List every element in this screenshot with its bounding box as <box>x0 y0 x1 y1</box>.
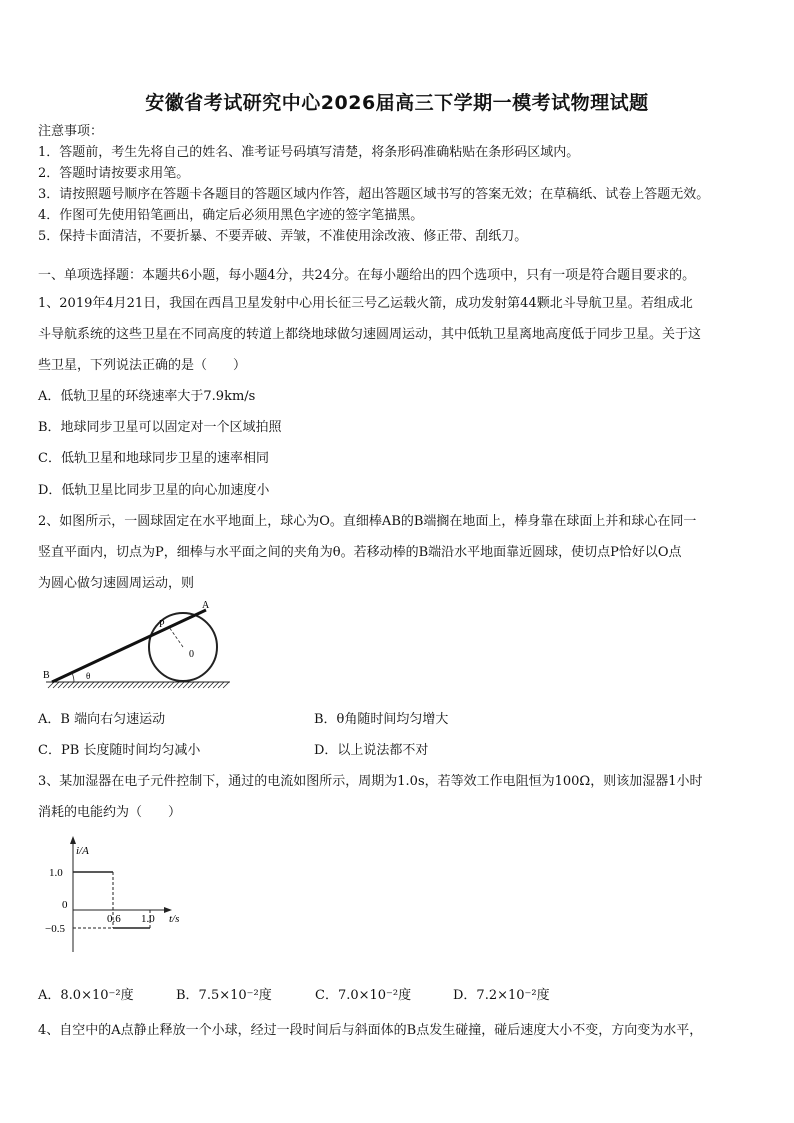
option-d: D．低轨卫星比同步卫星的向心加速度小 <box>38 483 270 498</box>
label-b: B <box>43 670 50 681</box>
question-text: 4、自空中的A点静止释放一个小球，经过一段时间后与斜面体的B点发生碰撞，碰后速度大小不变，方向变为水平， <box>38 1023 703 1038</box>
option-c: C．PB 长度随时间均匀减小 <box>38 743 201 758</box>
notice-item: 4．作图可先使用铅笔画出，确定后必须用黑色字迹的签字笔描黑。 <box>38 208 424 223</box>
option-b: B．θ角随时间均匀增大 <box>314 712 449 727</box>
question-text: 斗导航系统的这些卫星在不同高度的转道上都绕地球做匀速圆周运动，其中低轨卫星离地高度低于同步卫星。关于这 <box>38 327 702 342</box>
ground-hatch <box>48 682 229 688</box>
notice-item: 1．答题前，考生先将自己的姓名、准考证号码填写清楚，将条形码准确粘贴在条形码区域内。 <box>38 145 580 160</box>
option-a: A．B 端向右匀速运动 <box>38 712 166 727</box>
option-d: D．以上说法都不对 <box>314 743 429 758</box>
y-axis-arrow <box>70 836 76 844</box>
sphere-rod-figure <box>38 596 238 696</box>
option-b: B．7.5×10⁻²度 <box>176 988 272 1003</box>
tick-label: 1.0 <box>49 867 63 879</box>
page-title: 安徽省考试研究中心2026届高三下学期一模考试物理试题 <box>145 92 649 114</box>
label-theta: θ <box>86 671 91 681</box>
question-text: 为圆心做匀速圆周运动，则 <box>38 576 195 591</box>
tick-label: 1.0 <box>141 913 155 925</box>
tick-label: 0 <box>62 899 68 911</box>
option-c: C．7.0×10⁻²度 <box>315 988 412 1003</box>
angle-arc <box>72 673 74 682</box>
question-text: 竖直平面内，切点为P，细棒与水平面之间的夹角为θ。若移动棒的B端沿水平地面靠近圆球，使切点P恰好以O点 <box>38 545 682 560</box>
y-axis-label: i/A <box>76 845 89 857</box>
question-text: 些卫星，下列说法正确的是（ ） <box>38 358 247 373</box>
option-d: D．7.2×10⁻²度 <box>453 988 550 1003</box>
section-heading: 一、单项选择题：本题共6小题，每小题4分，共24分。在每小题给出的四个选项中，只有一项是符合题目要求的。 <box>38 268 696 283</box>
radius-op <box>169 627 183 647</box>
option-c: C．低轨卫星和地球同步卫星的速率相同 <box>38 451 269 466</box>
tick-label: −0.5 <box>45 923 65 935</box>
tick-label: 0.6 <box>107 913 121 925</box>
question-text: 3、某加湿器在电子元件控制下，通过的电流如图所示，周期为1.0s，若等效工作电阻恒为100Ω，则该加湿器1小时 <box>38 774 703 789</box>
x-axis-label: t/s <box>169 913 180 925</box>
question-text: 2、如图所示，一圆球固定在水平地面上，球心为O。直细棒AB的B端搁在地面上，棒身靠在球面上并和球心在同一 <box>38 514 697 529</box>
current-time-graph <box>38 830 198 960</box>
rod-ab <box>52 610 206 682</box>
option-b: B．地球同步卫星可以固定对一个区域拍照 <box>38 420 282 435</box>
option-a: A．低轨卫星的环绕速率大于7.9km/s <box>38 389 256 404</box>
label-a: A <box>202 600 210 611</box>
notice-item: 5．保持卡面清洁，不要折暴、不要弄破、弄皱，不准使用涂改液、修正带、刮纸刀。 <box>38 229 528 244</box>
notice-heading: 注意事项： <box>38 124 104 139</box>
label-o: 0 <box>189 649 194 660</box>
notice-item: 3．请按照题号顺序在答题卡各题目的答题区域内作答，超出答题区域书写的答案无效；在草稿纸、试卷上答题无效。 <box>38 187 710 202</box>
label-p: P <box>159 619 165 630</box>
option-a: A．8.0×10⁻²度 <box>38 988 134 1003</box>
question-text: 消耗的电能约为（ ） <box>38 805 182 820</box>
notice-item: 2．答题时请按要求用笔。 <box>38 166 190 181</box>
question-text: 1、2019年4月21日，我国在西昌卫星发射中心用长征三号乙运载火箭，成功发射第44颗北斗导航卫星。若组成北 <box>38 296 693 311</box>
